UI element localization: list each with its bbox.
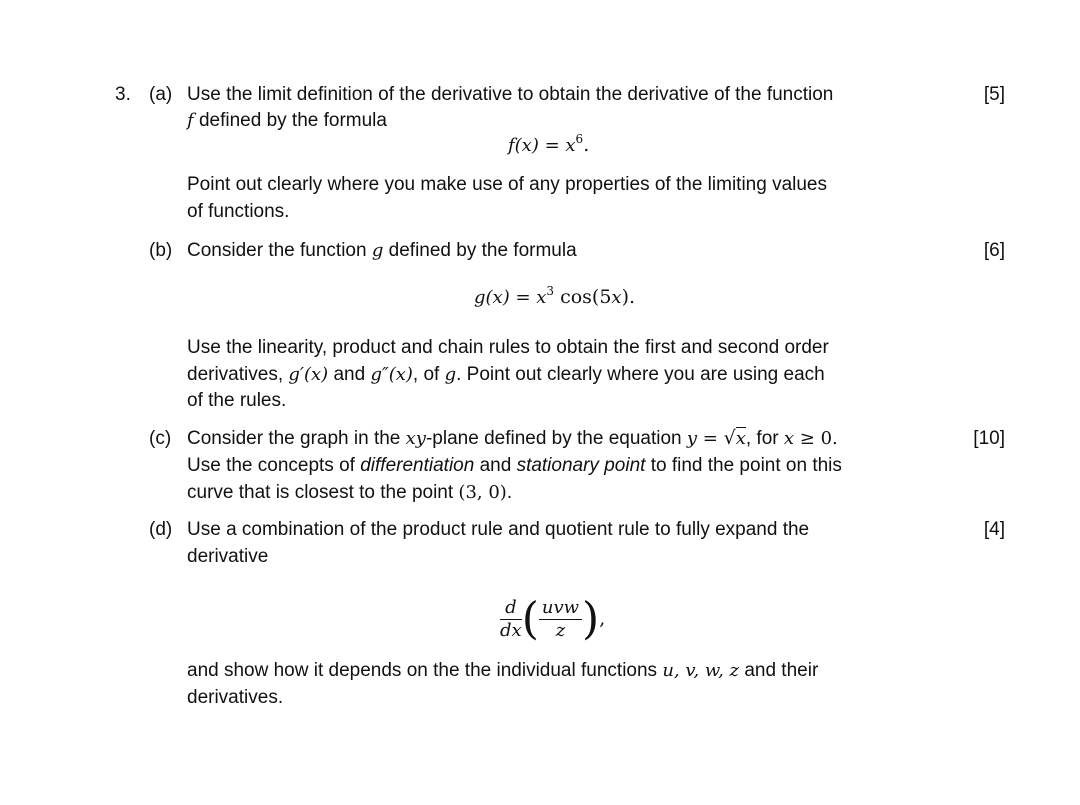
part-d-line1: Use a combination of the product rule and quotient rule to fully expand the bbox=[187, 519, 810, 540]
part-d-after-line1: and show how it depends on the the individual functions u, v, w, z and their bbox=[187, 660, 819, 681]
part-a-intro-line1: Use the limit definition of the derivative to obtain the derivative of the function bbox=[187, 84, 834, 105]
d-dx-fraction: $\frac{d}{dx}$ bbox=[500, 597, 522, 641]
part-d-label: (d) bbox=[149, 519, 173, 540]
part-a-label: (a) bbox=[149, 84, 173, 105]
part-b-body-line3: of the rules. bbox=[187, 390, 287, 411]
part-a-formula: $f(x) = x^6$. bbox=[508, 132, 590, 156]
part-b-marks: [6] bbox=[983, 240, 1005, 261]
part-b-intro: Consider the function g defined by the formula bbox=[187, 240, 577, 261]
part-c-line3: curve that is closest to the point (3, 0). bbox=[187, 482, 513, 503]
part-b-formula: $g(x) = x^3$ cos(5x). bbox=[474, 284, 636, 308]
uvw-over-z-fraction: $\frac{\text{uvw}}{z}$ bbox=[539, 597, 582, 642]
part-a-note-line1: Point out clearly where you make use of any properties of the limiting values bbox=[187, 174, 827, 195]
part-c-line2: Use the concepts of differentiation and stationary point to find the point on this bbox=[187, 455, 842, 476]
part-c-line1: Consider the graph in the xy-plane defined by the equation y = √x, for x ≥ 0. bbox=[187, 427, 838, 449]
part-c-marks: [10] bbox=[973, 428, 1005, 449]
part-b-label: (b) bbox=[149, 240, 173, 261]
part-d-marks: [4] bbox=[983, 519, 1005, 540]
part-c-label: (c) bbox=[149, 428, 172, 449]
part-d-line2: derivative bbox=[187, 546, 269, 567]
part-a-note-line2: of functions. bbox=[187, 201, 290, 222]
part-b-body-line1: Use the linearity, product and chain rules to obtain the first and second order bbox=[187, 337, 829, 358]
part-d-after-line2: derivatives. bbox=[187, 687, 284, 708]
part-d-derivative-expression: $\frac{d}{dx}$ ( $\frac{\text{uvw}}{z}$ ), bbox=[500, 593, 606, 645]
question-number: 3. bbox=[115, 84, 131, 105]
part-a-intro-line2: f defined by the formula bbox=[187, 110, 387, 131]
var-f: f bbox=[187, 110, 194, 131]
part-a-marks: [5] bbox=[983, 84, 1005, 105]
part-b-body-line2: derivatives, g′(x) and g″(x), of g. Point out clearly where you are using each bbox=[187, 364, 825, 385]
